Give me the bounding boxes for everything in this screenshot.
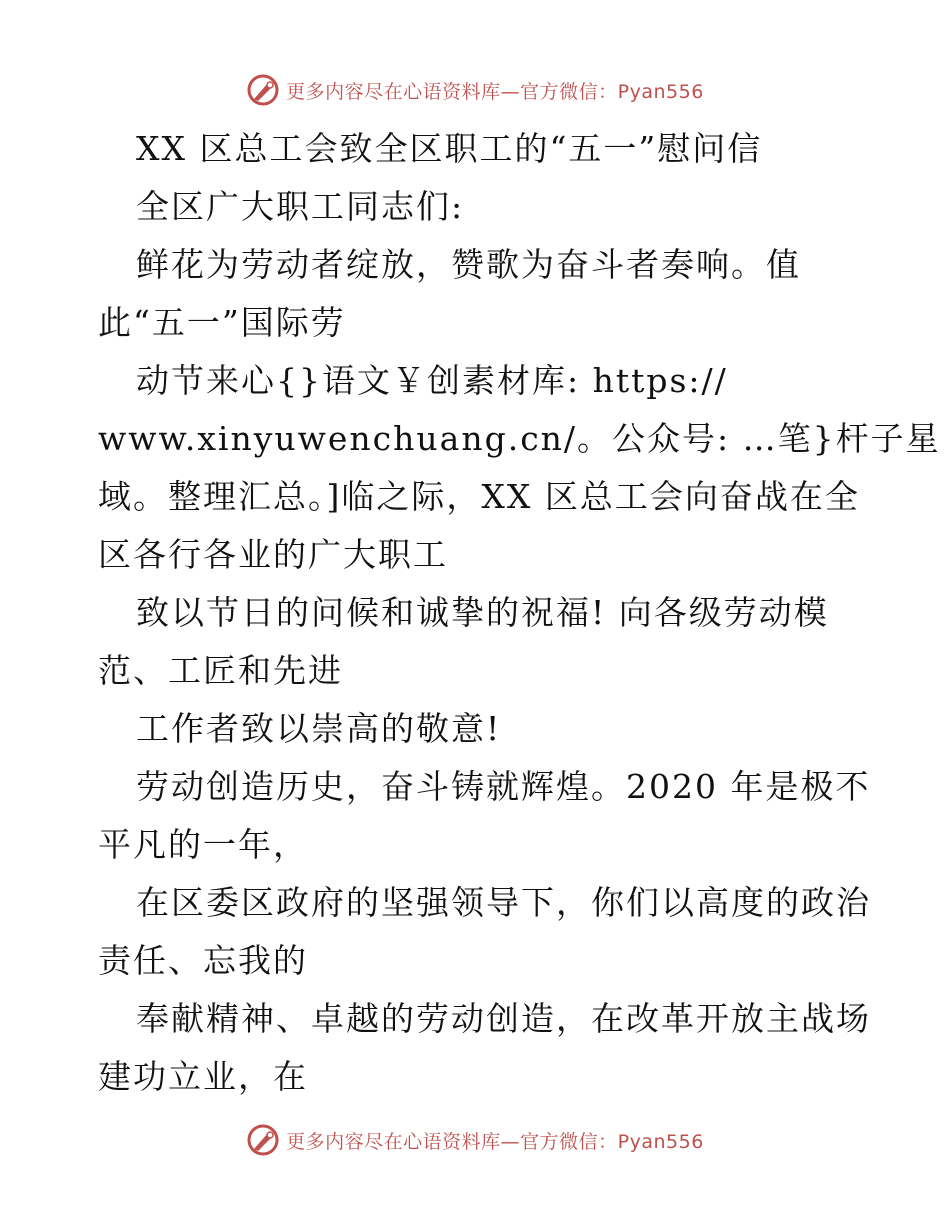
watermark-wechat: 官方微信：Pyan556 <box>520 1130 704 1153</box>
salutation: 全区广大职工同志们: <box>136 187 465 226</box>
watermark-dash: — <box>500 80 521 103</box>
footer-watermark <box>0 1120 950 1160</box>
watermark-main: 更多内容尽在心语资料库 <box>286 1130 501 1153</box>
watermark-text <box>286 77 704 104</box>
watermark-text <box>286 1127 704 1154</box>
text-line: 劳动创造历史，奋斗铸就辉煌。2020 年是极不 <box>136 767 871 806</box>
watermark-wechat: 官方微信：Pyan556 <box>520 80 704 103</box>
text-line: 此“五一”国际劳 <box>98 303 346 342</box>
text-line: 范、工匠和先进 <box>98 651 343 690</box>
watermark-dash: — <box>500 1130 521 1153</box>
document-title: XX 区总工会致全区职工的“五一”慰问信 <box>136 129 763 168</box>
watermark-main: 更多内容尽在心语资料库 <box>286 80 501 103</box>
text-line: 奉献精神、卓越的劳动创造，在改革开放主战场 <box>136 999 871 1038</box>
pen-logo-icon <box>246 1123 280 1157</box>
text-line: 责任、忘我的 <box>98 941 308 980</box>
text-line: www.xinyuwenchuang.cn/。公众号: …笔}杆子星 <box>98 419 941 458</box>
header-watermark <box>0 70 950 110</box>
text-line: 在区委区政府的坚强领导下，你们以高度的政治 <box>136 883 871 922</box>
text-line: 区各行各业的广大职工 <box>98 535 448 574</box>
text-line: 平凡的一年， <box>98 825 308 864</box>
text-line: 建功立业，在 <box>98 1057 308 1096</box>
document-body <box>98 120 941 1106</box>
text-line: 鲜花为劳动者绽放，赞歌为奋斗者奏响。值 <box>136 245 801 284</box>
text-line: 域。整理汇总。]临之际，XX 区总工会向奋战在全 <box>98 477 860 516</box>
pen-logo-icon <box>246 73 280 107</box>
text-line: 致以节日的问候和诚挚的祝福! 向各级劳动模 <box>136 593 829 632</box>
text-line: 动节来心{}语文￥创素材库: https:// <box>136 361 728 400</box>
text-line: 工作者致以崇高的敬意! <box>136 709 502 748</box>
